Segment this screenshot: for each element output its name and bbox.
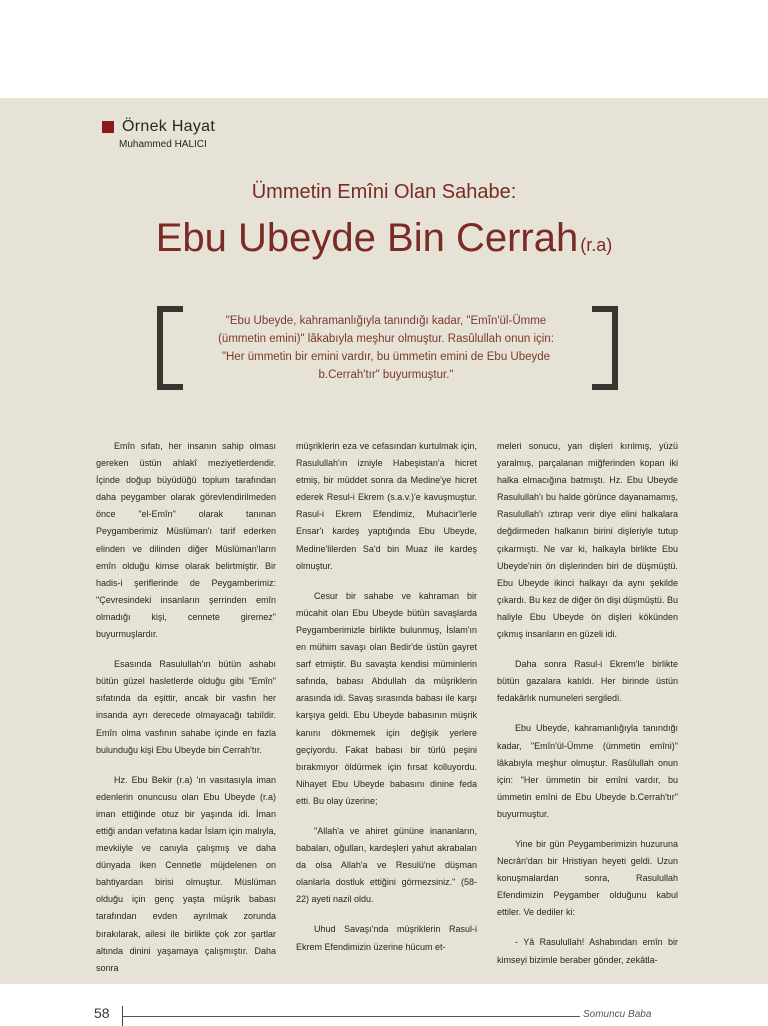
right-bracket-icon [592,306,618,390]
paragraph: Ebu Ubeyde, kahramanlığıyla tanındığı kadar, "Emîn'ül-Ümme (ümmetin emîni)" lâkabıyla meşhur olmuştur. Rasûlullah onun için: "Her ümmetin bir emîni vardır, bu ümmetin emîni de Ebu Ubeyde b.Cerrah'tır" buyurmuştur. [497,723,678,819]
paragraph: Yine bir gün Peygamberimizin huzuruna Necrân'dan bir Hristiyan heyeti geldi. Uzun konuşmalardan sonra, Rasulullah Efendimizin Peygamber olduğunu kabul ettiler. Ve dediler ki: [497,838,678,918]
pull-quote-line: "Ebu Ubeyde, kahramanlığıyla tanındığı kadar, "Emîn'ül-Ümme [225,315,547,327]
paragraph: - Yâ Rasulullah! Ashabından emîn bir kimseyi bizimle beraber gönder, zekâtla- [497,937,678,965]
article-title-block [0,216,768,261]
paragraph: Daha sonra Rasul-i Ekrem'le birlikte bütün gazalara katıldı. Her birinde üstün fedakârlık numuneleri sergiledi. [497,659,678,704]
paragraph: Emîn sıfatı, her insanın sahip olması gereken üstün ahlakî meziyetlerdendir. İçinde doğup büyüdüğü toplum tarafından daha peygamber olarak görevlendirilmeden önce "el-Emîn" olarak tanınan Peygamberimiz Müslüman'ı tarif ederken elinden ve dilinden diğer Müslüman'ların emîn olduğu kimse olarak belirtmiştir. Bir hadis-i şeriflerinde de Peygamberimiz: "Çevresindeki insanların şerrinden emîn olmadığı kişi, cennete giremez" buyurmuşlardır. [96,441,276,640]
section-header [102,118,215,136]
section-label: Örnek Hayat [122,118,216,135]
text-column-3 [497,438,678,982]
footer-rule [123,1016,580,1017]
paragraph: Uhud Savaşı'nda müşriklerin Rasul-i Ekrem Efendimizin üzerine hücum et- [296,924,477,952]
paragraph: Hz. Ebu Bekir (r.a) 'ın vasıtasıyla iman edenlerin onuncusu olan Ebu Ubeyde (r.a) iman ettiğinde otuz bir yaşında idi. İman ettiği andan vefatına kadar İslam için malıyla, mevkiiyle ve canıyla çalışmış ve daha dünyada iken Cennetle müjdelenen on bahtiyardan birisi olmuştur. Müslüman olduğu için genç yaşta müşrik babası tarafından evden ayrılmak zorunda bırakılarak, ailesi ile birlikte çok zor şartlar altında dinini yaşamaya çalışmıştır. Daha sonra [96,774,276,973]
article-subtitle: Ümmetin Emîni Olan Sahabe: [251,181,517,203]
pull-quote [196,312,576,384]
paragraph: müşriklerin eza ve cefasından kurtulmak için, Rasulullah'ın izniyle Habeşistan'a hicret etmiş, bir müddet sonra da Medine'ye hicret ederek Resul-i Ekrem (s.a.v.)'e kavuşmuştur. Rasul-i Ekrem Efendimiz, Muhacir'lerle Ensar'ı kardeş yaptığında Ebu Ubeyde, Medine'lilerden Sa'd bin Muaz ile kardeş olmuştur. [296,441,477,571]
text-column-2 [296,438,477,969]
paragraph: Esasında Rasulullah'ın bütün ashabı bütün güzel hasletlerde olduğu gibi "Emîn" sıfatında da eşittir, ancak bir vasfın her insanda ayrı derecede olmayacağı tabiîdir. Emîn olma vasfının sahabe içinde en fazla bulunduğu kişi Ebu Ubeyde bin Cerrah'tır. [96,659,276,755]
text-column-1 [96,438,276,990]
page-number: 58 [94,1005,110,1021]
section-square-icon [102,121,114,133]
paragraph: "Allah'a ve ahiret gününe inananların, babaları, oğulları, kardeşleri yahut akrabaları da olsa Allah'a ve Resulü'ne düşman olanlarla dostluk ettiğini görmezsiniz." (58-22) ayeti nazil oldu. [296,825,477,905]
pull-quote-line: (ümmetin emini)" lâkabıyla meşhur olmuştur. Rasûlullah onun için: [218,333,554,345]
paragraph: Cesur bir sahabe ve kahraman bir mücahit olan Ebu Ubeyde bütün savaşlarda Peygamberimizle birlikte bulunmuş, İslam'ın en mühim savaşı olan Bedir'de üstün gayret sarf etmiştir. Bu savaşta kendisi müminlerin safında, babası Abdullah da müşriklerin arasında idi. Savaş sırasında babası ile karşı karşıya geldi. Ebu Ubeyde babasının müşrik kanını dökmemek için değişik yerlere geçiyordu. Fakat babası bir türlü peşini bırakmıyor öldürmek için fırsat kolluyordu. Nihayet Ebu Ubeyde babasını dinine feda etti. Bu olay üzerine; [296,590,477,806]
author-name: Muhammed HALICI [119,139,207,150]
article-title: Ebu Ubeyde Bin Cerrah [155,216,579,260]
pull-quote-line: b.Cerrah'tır" buyurmuştur." [318,369,454,381]
paragraph: meleri sonucu, yan dişleri kırılmış, yüzü yaralmış, parçalanan miğferinden kopan iki halka elmacığına batmıştı. Hz. Ebu Ubeyde Rasulullah'ı bu halde görünce dayanamamış, Rasulullah'ı ıztırap verir diye elini halkalara değdirmeden halkanın birini dişleriyle tutup çıkarmıştı. Ne var ki, halkayla birlikte Ebu Ubeyde'nin ön dişlerinden biri de düşmüştü. Ebu Ubeyde ikinci halkayı da aynı şekilde çıkardı. Bu kez de diğer ön dişi düşmüştü. Bu haliyle Ebu Ubeyde ön dişleri kökünden çıkmış insanların en güzeli idi. [497,441,678,640]
article-title-suffix: (r.a) [580,235,613,255]
magazine-brand: Somuncu Baba [583,1009,652,1020]
left-bracket-icon [157,306,183,390]
pull-quote-line: "Her ümmetin bir emini vardır, bu ümmetin emini de Ebu Ubeyde [221,351,551,363]
